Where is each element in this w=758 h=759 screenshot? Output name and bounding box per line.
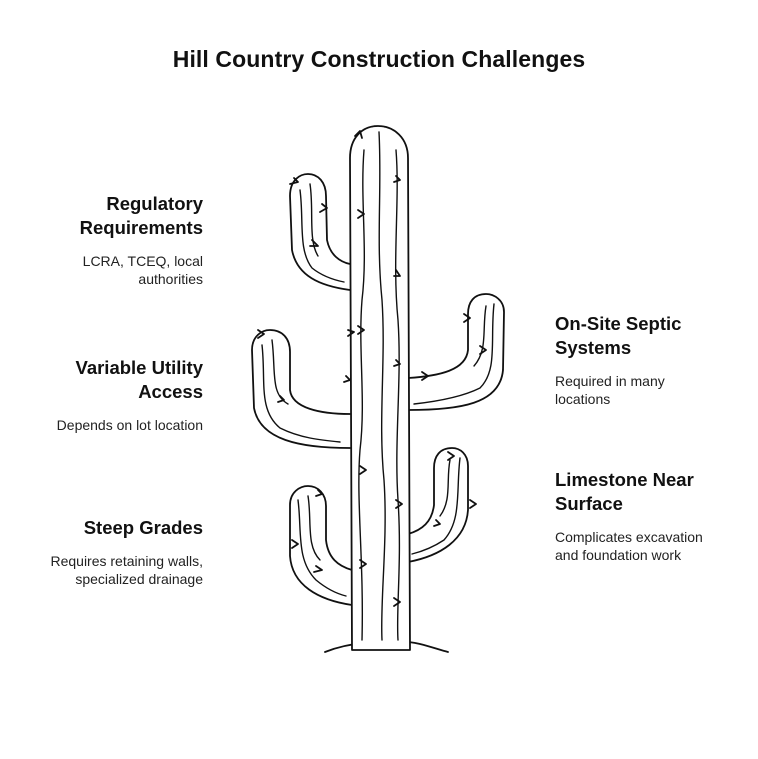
challenge-description: Requires retaining walls, specialized drainage: [50, 553, 203, 587]
challenge-heading: On-Site Septic Systems: [555, 313, 682, 358]
diagram-title: Hill Country Construction Challenges: [172, 46, 586, 72]
challenge-heading: Regulatory Requirements: [79, 193, 203, 238]
arm-middle-left: [252, 330, 350, 448]
challenge-regulatory: [20, 192, 203, 288]
challenge-steep-grades: [20, 516, 203, 588]
arm-lower-left: [290, 486, 352, 605]
challenge-description: Required in many locations: [555, 373, 665, 407]
challenge-description: Depends on lot location: [56, 417, 203, 433]
challenge-limestone: [555, 468, 745, 564]
challenge-heading: Variable Utility Access: [75, 357, 203, 402]
challenge-septic: [555, 312, 745, 408]
challenge-utility: [20, 356, 203, 434]
challenge-description: Complicates excavation and foundation work: [555, 529, 703, 563]
challenge-description: LCRA, TCEQ, local authorities: [82, 253, 203, 287]
arm-upper-right: [408, 294, 504, 410]
challenge-heading: Limestone Near Surface: [555, 469, 694, 514]
challenge-heading: Steep Grades: [83, 517, 203, 538]
